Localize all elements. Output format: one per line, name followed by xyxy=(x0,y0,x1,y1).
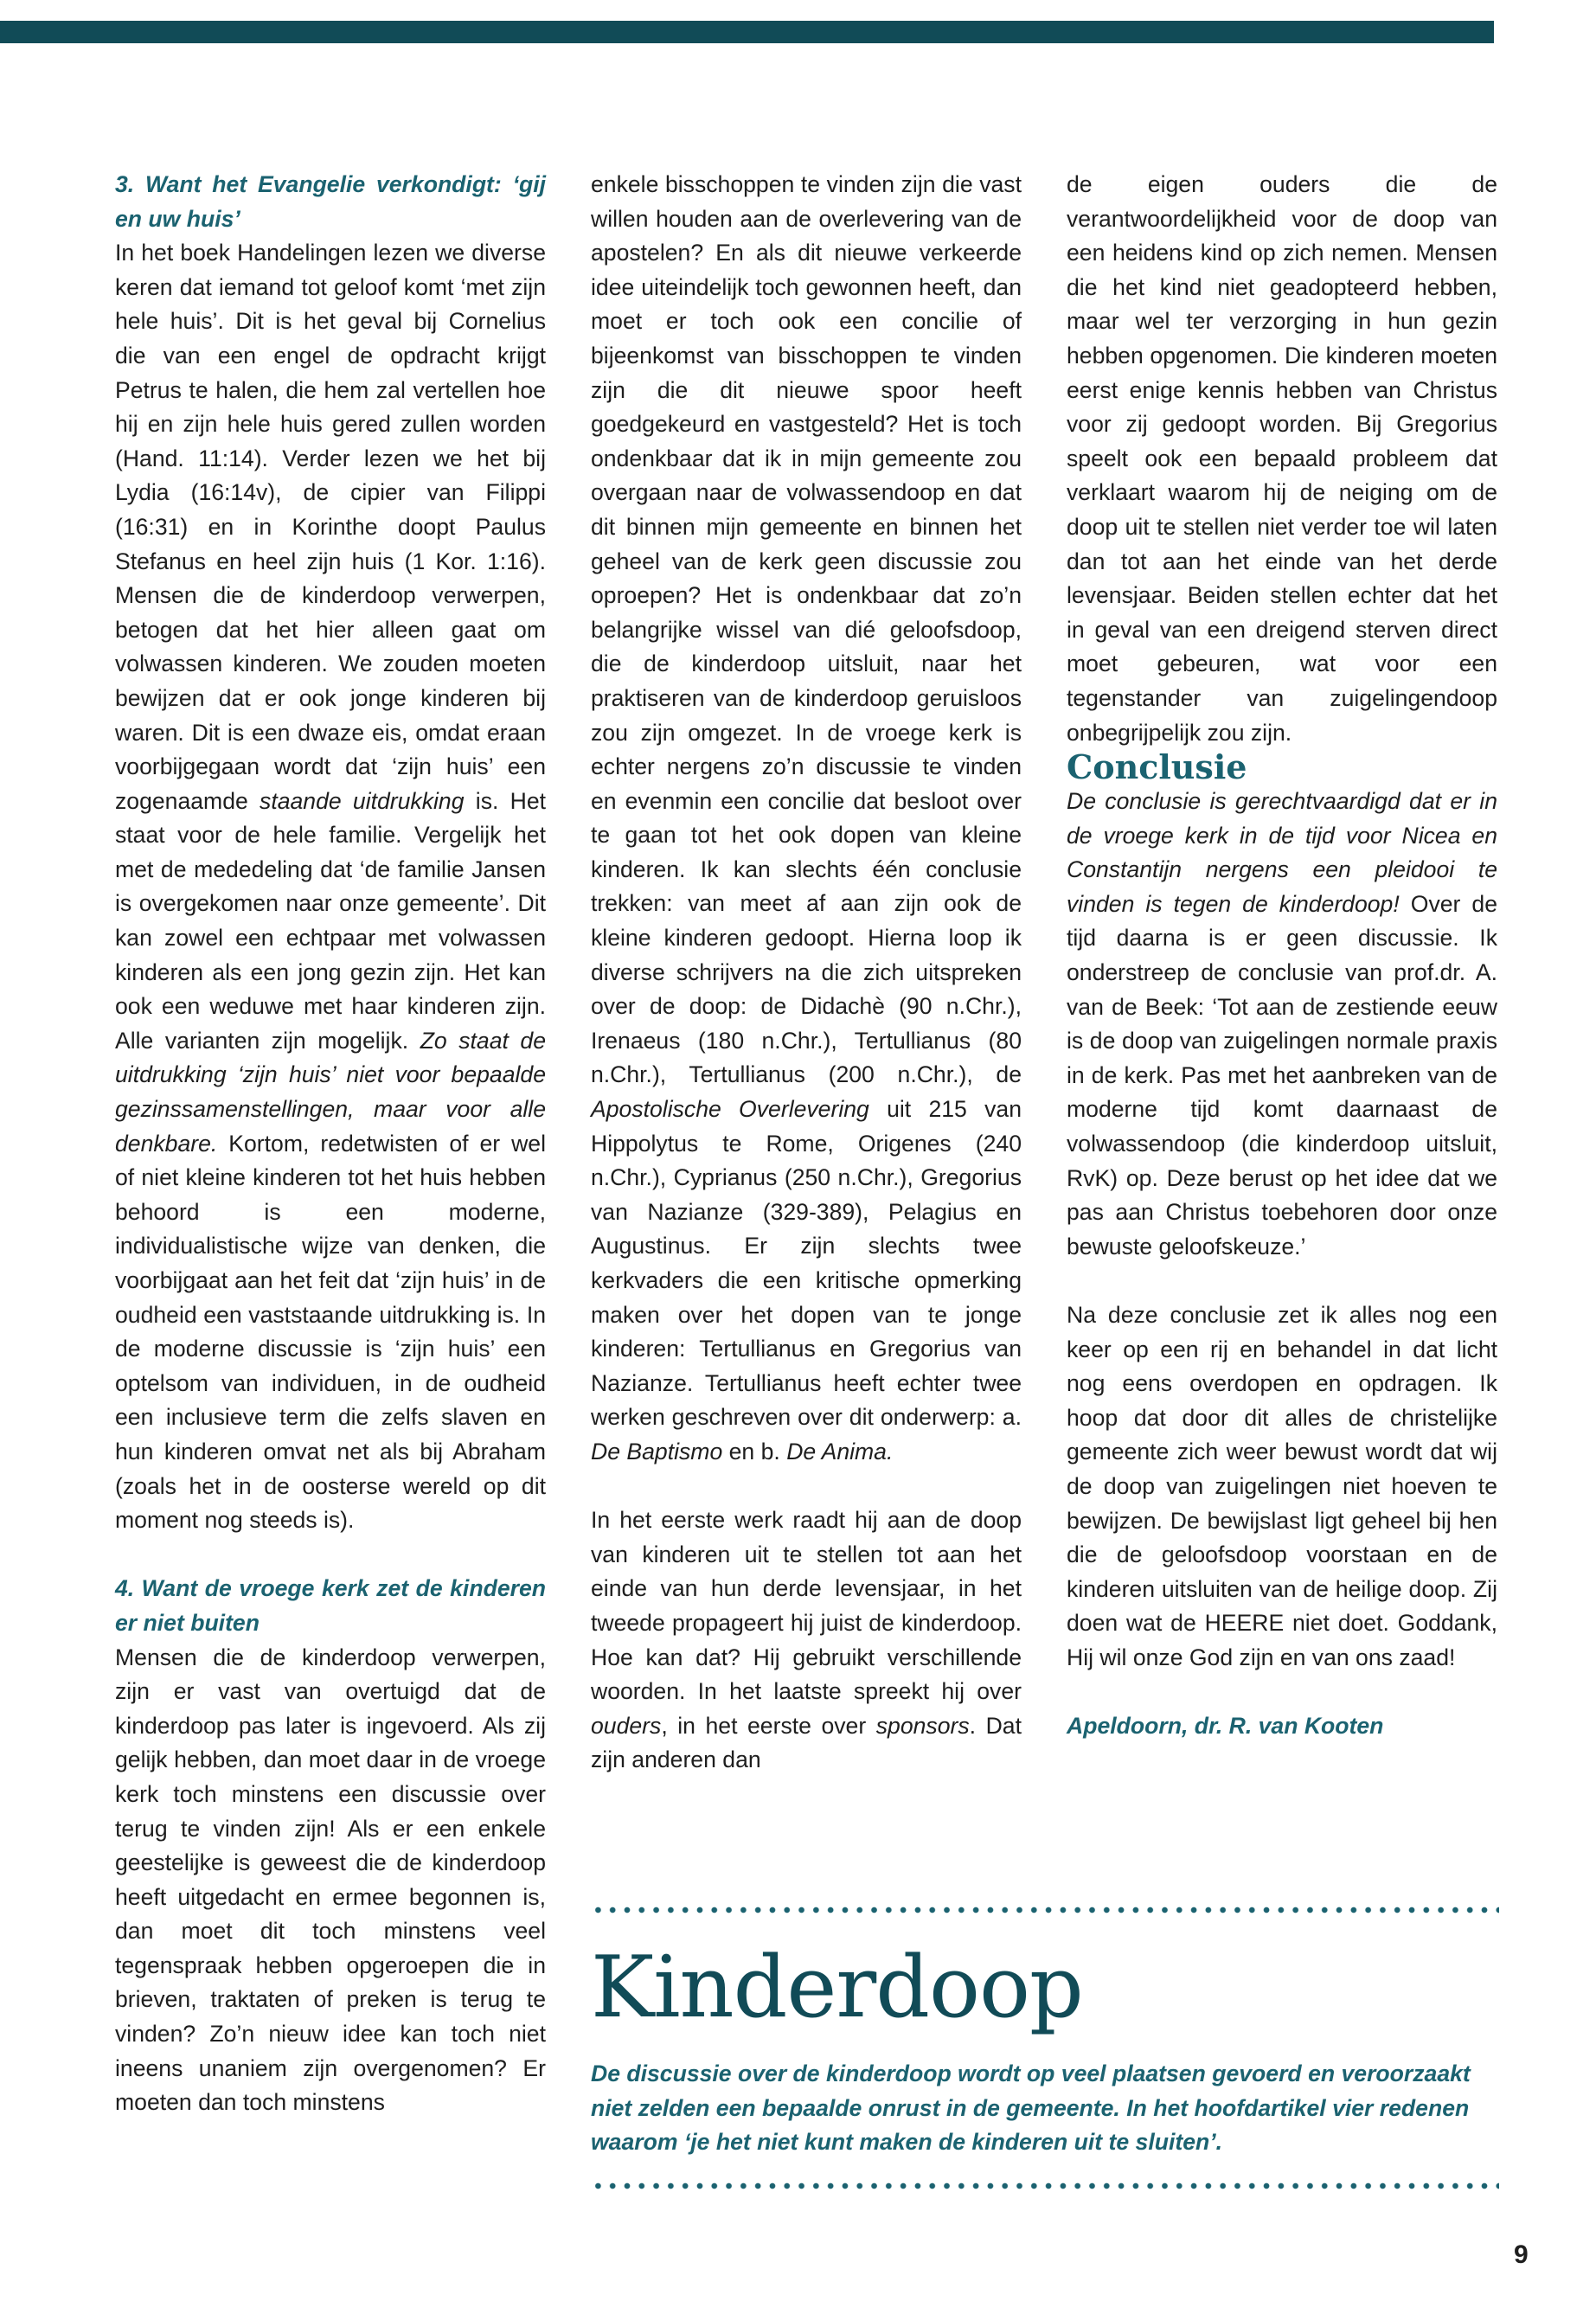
top-bar xyxy=(0,21,1494,43)
article-title: Kinderdoop xyxy=(591,1939,1083,2037)
page-number: 9 xyxy=(1514,2240,1529,2269)
conclusion-heading: Conclusie xyxy=(1067,747,1247,787)
column-1 xyxy=(115,168,546,2120)
paragraph: Na deze conclusie zet ik alles nog een keer op een rij en behandel in dat licht nog eens overdopen en opdragen. Ik hoop dat door dit alles de christelijke gemeente zich weer bewust wordt dat wij de doop van zuigelingen niet hoeven te bewijzen. De bewijslast ligt geheel bij hen die de geloofsdoop voorstaan en de kinderen uitsluiten van de heilige doop. Zij doen wat de HEERE niet doet. Goddank, Hij wil onze God zijn en van ons zaad! xyxy=(1067,1302,1497,1670)
paragraph: De conclusie is gerechtvaardigd dat er in de vroege kerk in de tijd voor Nicea en Constantijn nergens een pleidooi te vinden is tegen de kinderdoop! Over de tijd daarna is er geen discussie. Ik onderstreep de conclusie van prof.dr. A. van de Beek: ‘Tot aan de zestiende eeuw is de doop van zuigelingen normale praxis in de kerk. Pas met het aanbreken van de moderne tijd komt daarnaast de volwassendoop (die kinderdoop uitsluit, RvK) op. Deze berust op het idee dat we pas aan Christus toebehoren door onze bewuste geloofskeuze.’ xyxy=(1067,788,1497,1259)
article-header-box xyxy=(591,1907,1499,2189)
subheading-4: 4. Want de vroege kerk zet de kinderen er niet buiten xyxy=(115,1575,546,1636)
paragraph: enkele bisschoppen te vinden zijn die vast willen houden aan de overlevering van de apostelen? En als dit nieuwe verkeerde idee uiteindelijk toch gewonnen heeft, dan moet er toch ook een concilie of bijeenkomst van bisschoppen te vinden zijn die dit nieuwe spoor heeft goedgekeurd en vastgesteld? Het is toch ondenkbaar dat ik in mijn gemeente zou overgaan naar de volwassendoop en dat dit binnen mijn gemeente en binnen het geheel van de kerk geen discussie zou oproepen? Het is ondenkbaar dat zo’n belangrijke wissel van dié geloofsdoop, die de kinderdoop uitsluit, naar het praktiseren van de kinderdoop geruisloos zou zijn omgezet. In de vroege kerk is echter nergens zo’n discussie te vinden en evenmin een concilie dat besloot over te gaan tot het ook dopen van kleine kinderen. Ik kan slechts één conclusie trekken: van meet af aan zijn ook de kleine kinderen gedoopt. Hierna loop ik diverse schrijvers na die zich uitspreken over de doop: de Didachè (90 n.Chr.), Irenaeus (180 n.Chr.), Tertullianus (80 n.Chr.), Tertullianus (200 n.Chr.), de Apostolische Overlevering uit 215 van Hippolytus te Rome, Origenes (240 n.Chr.), Cyprianus (250 n.Chr.), Gregorius van Nazianze (329-389), Pelagius en Augustinus. Er zijn slechts twee kerkvaders die een kritische opmerking maken over het dopen van te jonge kinderen: Tertullianus en Gregorius van Nazianze. Tertullianus heeft echter twee werken geschreven over dit onderwerp: a. De Baptismo en b. De Anima. xyxy=(591,171,1022,1465)
signature: Apeldoorn, dr. R. van Kooten xyxy=(1067,1713,1384,1740)
paragraph: In het boek Handelingen lezen we diverse keren dat iemand tot geloof komt ‘met zijn hele huis’. Dit is het geval bij Cornelius die van een engel de opdracht krijgt Petrus te halen, die hem zal vertellen hoe hij en zijn hele huis gered zullen worden (Hand. 11:14). Verder lezen we het bij Lydia (16:14v), de cipier van Filippi (16:31) en in Korinthe doopt Paulus Stefanus en heel zijn huis (1 Kor. 1:16). Mensen die de kinderdoop verwerpen, betogen dat het hier alleen gaat om volwassen kinderen. We zouden moeten bewijzen dat er ook jonge kinderen bij waren. Dit is een dwaze eis, omdat eraan voorbijgegaan wordt dat ‘zijn huis’ een zogenaamde staande uitdrukking is. Het staat voor de hele familie. Vergelijk het met de mededeling dat ‘de familie Jansen is overgekomen naar onze gemeente’. Dit kan zowel een echtpaar met volwassen kinderen als een jong gezin zijn. Het kan ook een weduwe met haar kinderen zijn. Alle varianten zijn mogelijk. Zo staat de uitdrukking ‘zijn huis’ niet voor bepaalde gezinssamenstellingen, maar voor alle denkbare. Kortom, redetwisten of er wel of niet kleine kinderen tot het huis hebben behoord is een moderne, individualistische wijze van denken, die voorbijgaat aan het feit dat ‘zijn huis’ in de oudheid een vaststaande uitdrukking is. In de moderne discussie is ‘zijn huis’ een optelsom van individuen, in de oudheid een inclusieve term die zelfs slaven en hun kinderen omvat net als bij Abraham (zoals het in de oosterse wereld op dit moment nog steeds is). xyxy=(115,240,547,1534)
column-3 xyxy=(1067,168,1497,1744)
subheading-3: 3. Want het Evangelie verkondigt: ‘gij en uw huis’ xyxy=(115,171,546,232)
paragraph: Mensen die de kinderdoop verwerpen, zijn er vast van overtuigd dat de kinderdoop pas later is ingevoerd. Als zij gelijk hebben, dan moet daar in de vroege kerk toch minstens een discussie over terug te vinden zijn! Als er een enkele geestelijke is geweest die de kinderdoop heeft uitgedacht en ermee begonnen is, dan moet dit toch minstens veel tegenspraak hebben opgeroepen die in brieven, traktaten of preken is terug te vinden? Zo’n nieuw idee kan toch niet ineens unaniem zijn overgenomen? Er moeten dan toch minstens xyxy=(115,1644,546,2116)
paragraph: de eigen ouders die de verantwoordelijkheid voor de doop van een heidens kind op zich nemen. Mensen die het kind niet geadopteerd hebben, maar wel ter verzorging in hun gezin hebben opgenomen. Die kinderen moeten eerst enige kennis hebben van Christus voor zij gedoopt worden. Bij Gregorius speelt ook een bepaald probleem dat verklaart waarom hij de neiging om de doop uit te stellen niet verder toe wil laten dan tot aan het einde van het derde levensjaar. Beiden stellen echter dat het in geval van een dreigend sterven direct moet gebeuren, wat voor een tegenstander van zuigelingendoop onbegrijpelijk zou zijn. xyxy=(1067,171,1497,746)
dotted-divider xyxy=(591,1907,1499,1913)
dotted-divider xyxy=(591,2182,1499,2189)
article-lead: De discussie over de kinderdoop wordt op veel plaatsen gevoerd en veroorzaakt niet zelden een bepaalde onrust in de gemeente. In het hoofdartikel vier redenen waarom ‘je het niet kunt maken de kinderen uit te sluiten’. xyxy=(591,2061,1471,2156)
paragraph: In het eerste werk raadt hij aan de doop van kinderen uit te stellen tot aan het einde van hun derde levensjaar, in het tweede propageert hij juist de kinderdoop. Hoe kan dat? Hij gebruikt verschillende woorden. In het laatste spreekt hij over ouders, in het eerste over sponsors. Dat zijn anderen dan xyxy=(591,1507,1022,1773)
column-2 xyxy=(591,168,1022,1778)
